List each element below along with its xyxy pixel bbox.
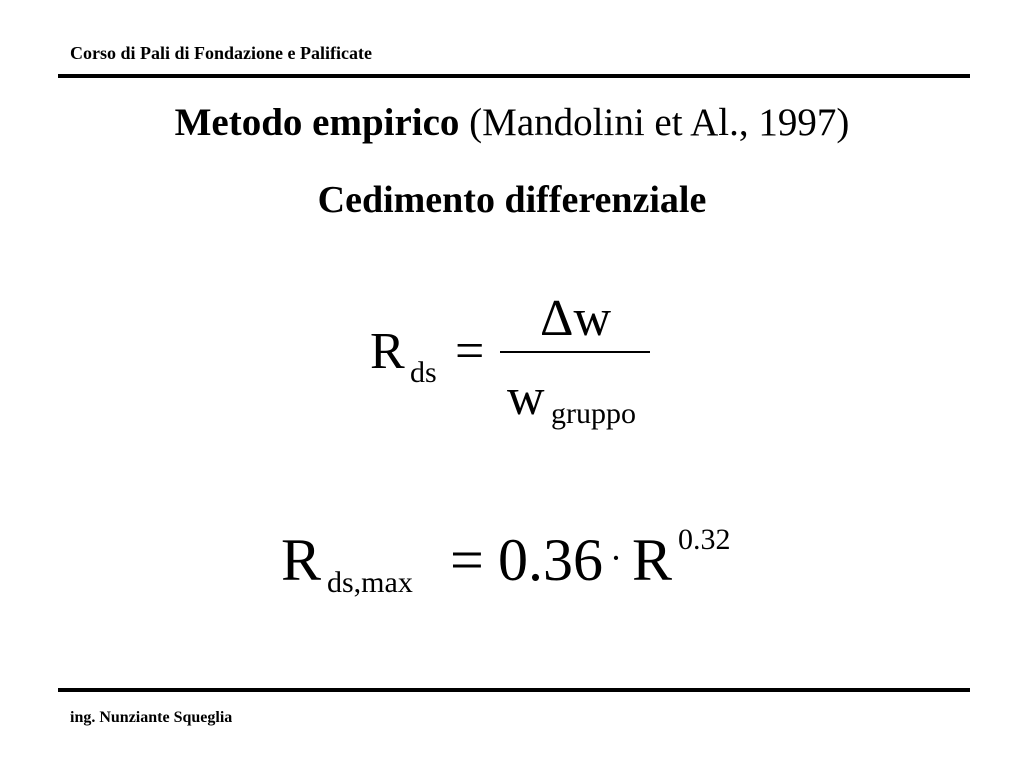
formula2-lhs-subscript: ds,max — [327, 566, 413, 599]
slide-title-bold: Metodo empirico — [174, 101, 460, 144]
formula1-denominator-symbol: w — [507, 369, 545, 426]
formula2-coefficient: 0.36 — [498, 527, 603, 593]
top-divider — [58, 74, 970, 78]
formula2-equals: = — [450, 527, 484, 593]
course-title: Corso di Pali di Fondazione e Palificate — [70, 43, 372, 63]
slide-subtitle: Cedimento differenziale — [317, 179, 707, 221]
bottom-divider — [58, 688, 970, 692]
formula1-equals: = — [455, 323, 485, 380]
slide-title-citation: (Mandolini et Al., 1997) — [469, 101, 850, 144]
author-footer: ing. Nunziante Squeglia — [70, 709, 233, 726]
fraction-bar — [500, 351, 650, 353]
formula2-lhs-symbol: R — [281, 527, 322, 593]
formula1-numerator: Δw — [540, 290, 611, 347]
formula1-lhs-symbol: R — [370, 323, 405, 380]
formula2-exponent: 0.32 — [678, 523, 731, 556]
slide-title — [0, 101, 1024, 145]
formula1-denominator-subscript: gruppo — [551, 397, 636, 430]
formula2-base: R — [632, 527, 673, 593]
formula2-dot: · — [610, 538, 622, 578]
formula1-lhs-subscript: ds — [410, 356, 437, 389]
